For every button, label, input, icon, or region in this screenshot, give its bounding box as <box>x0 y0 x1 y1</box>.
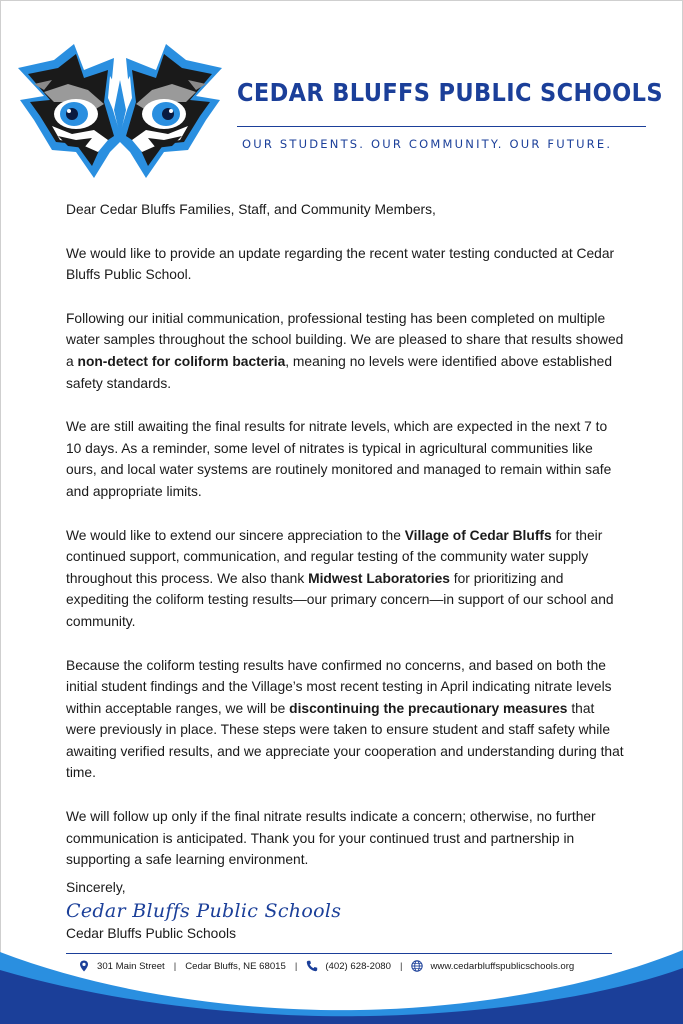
closing-sincerely: Sincerely, <box>66 880 126 895</box>
paragraph-2-text: Following our initial communication, professional testing has been completed on multiple water samples throughout the school building. We are pleased to share that results showed a <box>66 310 624 369</box>
school-name: CEDAR BLUFFS PUBLIC SCHOOLS <box>237 78 663 107</box>
paragraph-1: We would like to provide an update regarding the recent water testing conducted at Cedar Bluffs Public School. <box>66 245 615 283</box>
footer-separator: | <box>399 960 403 972</box>
salutation: Dear Cedar Bluffs Families, Staff, and Community Members, <box>66 202 436 217</box>
signature: Cedar Bluffs Public Schools <box>66 900 342 922</box>
paragraph-4-bold-village: Village of Cedar Bluffs <box>404 527 552 543</box>
paragraph-5-text-end: that were previously in place. These steps were taken to ensure student and staff safety while awaiting verified results, and we appreciate your cooperation and understanding during that time. <box>66 700 624 781</box>
paragraph-4 <box>66 525 626 633</box>
paragraph-2 <box>66 308 626 394</box>
signer-name: Cedar Bluffs Public Schools <box>66 926 236 941</box>
paragraph-4-text-end: for prioritizing and expediting the coliform testing results—our primary concern—in support of our school and community. <box>66 570 614 629</box>
footer-website[interactable]: www.cedarbluffspublicschools.org <box>430 960 575 972</box>
tiger-eyes-icon <box>14 40 226 180</box>
letter-body <box>66 199 626 893</box>
paragraph-3: We are still awaiting the final results for nitrate levels, which are expected in the next 7 to 10 days. As a reminder, some level of nitrates is typical in agricultural communities like ours, and local water systems are routinely monitored and managed to remain within safe and appropriate limits. <box>66 419 612 499</box>
footer-separator: | <box>173 960 177 972</box>
paragraph-5-bold: discontinuing the precautionary measures <box>289 700 568 716</box>
paragraph-5 <box>66 655 626 785</box>
footer-wave-decoration <box>0 948 683 1024</box>
footer-address: 301 Main Street <box>97 960 165 972</box>
paragraph-2-text-end: , meaning no levels were identified above established safety standards. <box>66 353 612 391</box>
paragraph-4-text: We would like to extend our sincere appreciation to the <box>66 527 405 543</box>
paragraph-4-text-middle: for their continued support, communication, and regular testing of the community water supply throughout this process. We also thank <box>66 527 603 586</box>
paragraph-4-bold-lab: Midwest Laboratories <box>308 570 450 586</box>
footer-phone: (402) 628-2080 <box>325 960 391 972</box>
closing-block <box>66 878 466 944</box>
tagline: OUR STUDENTS. OUR COMMUNITY. OUR FUTURE. <box>242 137 613 151</box>
paragraph-6: We will follow up only if the final nitrate results indicate a concern; otherwise, no further communication is anticipated. Thank you for your continued trust and partnership in supporting a safe learning environment. <box>66 809 596 868</box>
footer-separator: | <box>294 960 298 972</box>
paragraph-2-bold: non-detect for coliform bacteria <box>77 353 286 369</box>
footer-city: Cedar Bluffs, NE 68015 <box>185 960 286 972</box>
paragraph-5-text: Because the coliform testing results have confirmed no concerns, and based on both the initial student findings and the Village’s most recent testing in April indicating nitrate levels within acceptable ranges, we will be <box>66 657 612 716</box>
header-divider <box>237 126 646 127</box>
